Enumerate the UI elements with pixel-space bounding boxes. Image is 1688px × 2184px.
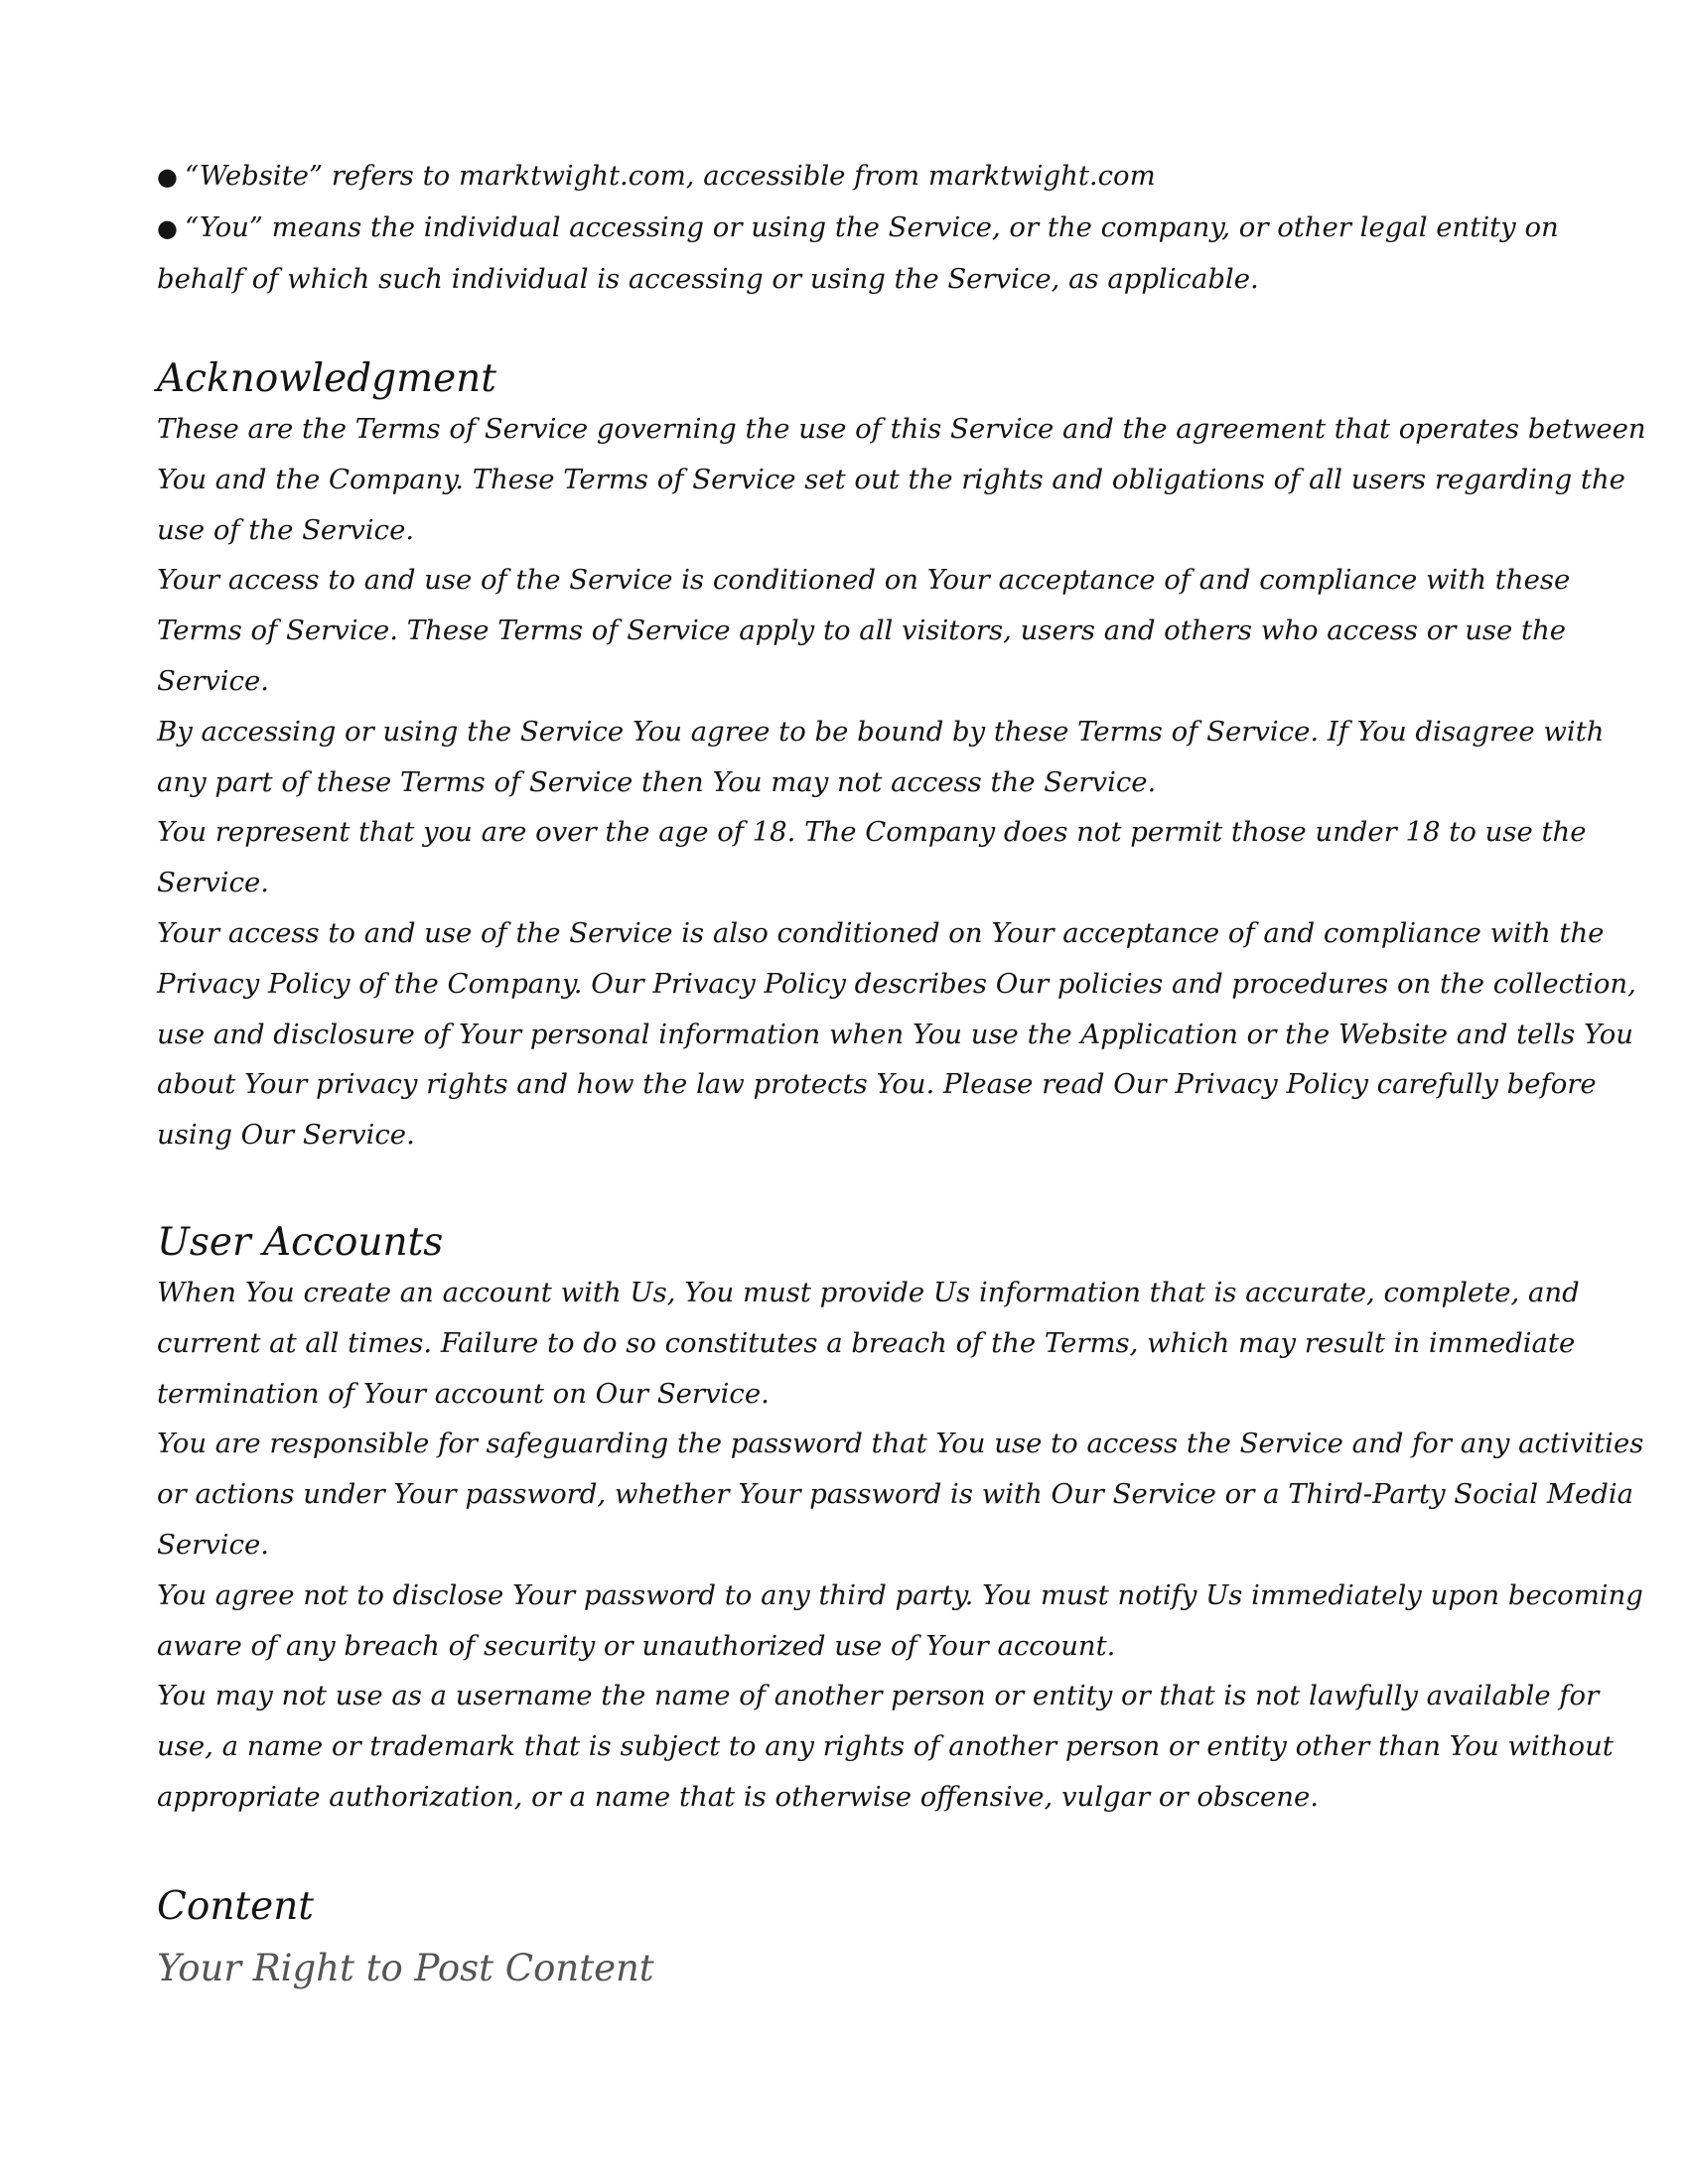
paragraph-line: Your access to and use of the Service is conditioned on Your acceptance of and compliance with these [157,564,1571,597]
user-accounts-heading: User Accounts [157,1220,444,1265]
content-subheading: Your Right to Post Content [157,1947,654,1989]
paragraph-line: Privacy Policy of the Company. Our Privacy Policy describes Our policies and procedures on the collection, [157,967,1636,1000]
bullet-icon: ● [157,163,178,191]
paragraph-line: current at all times. Failure to do so constitutes a breach of the Terms, which may result in immediate [157,1326,1576,1359]
paragraph-line: You agree not to disclose Your password to any third party. You must notify Us immediately upon becoming [157,1578,1643,1611]
acknowledgment-body [157,404,1646,1160]
paragraph-line: You are responsible for safeguarding the password that You use to access the Service and for any activities [157,1428,1644,1460]
paragraph-line: When You create an account with Us, You must provide Us information that is accurate, complete, and [157,1277,1580,1308]
user-accounts-section [157,1218,1644,1823]
paragraph-line: By accessing or using the Service You agree to be bound by these Terms of Service. If You disagree with [157,715,1605,748]
paragraph-line: Service. [157,664,270,697]
definitions-bullets [157,151,1559,304]
acknowledgment-section [157,354,1646,1160]
acknowledgment-heading: Acknowledgment [157,356,496,401]
paragraph-line: Your access to and use of the Service is also conditioned on Your acceptance of and compliance with the [157,916,1605,949]
content-section [157,1882,1487,1993]
bullet-icon: ● [157,213,178,242]
paragraph-line: or actions under Your password, whether Your password is with Our Service or a Third-Party Social Media [157,1478,1634,1511]
content-heading: Content [157,1884,314,1929]
paragraph-line: Terms of Service. These Terms of Service apply to all visitors, users and others who access or use the [157,614,1567,647]
paragraph-line: Service. [157,867,270,899]
paragraph-line: use and disclosure of Your personal information when You use the Application or the Website and tells You [157,1018,1634,1050]
paragraph-line: termination of Your account on Our Service. [157,1377,770,1410]
user-accounts-body [157,1268,1644,1823]
bullet-you: ● “You” means the individual accessing or using the Service, or the company, or other legal entity on [157,203,1487,254]
paragraph-line: You and the Company. These Terms of Service set out the rights and obligations of all users regarding the [157,463,1625,495]
bullet-you-continued: behalf of which such individual is accessing or using the Service, as applicable. [157,262,1259,295]
paragraph-line: You may not use as a username the name of another person or entity or that is not lawfully available for [157,1680,1600,1712]
paragraph-line: aware of any breach of security or unauthorized use of Your account. [157,1629,1116,1662]
paragraph-line: use of the Service. [157,513,415,546]
paragraph-line: appropriate authorization, or a name that is otherwise offensive, vulgar or obscene. [157,1780,1320,1813]
paragraph-line: Service. [157,1528,270,1561]
paragraph-line: any part of these Terms of Service then You may not access the Service. [157,765,1157,798]
paragraph-line: about Your privacy rights and how the law protects You. Please read Our Privacy Policy carefully before [157,1068,1597,1101]
paragraph-line: using Our Service. [157,1119,415,1152]
paragraph-line: You represent that you are over the age of 18. The Company does not permit those under 18 to use the [157,816,1587,849]
paragraph-line: use, a name or trademark that is subject to any rights of another person or entity other than You without [157,1730,1614,1763]
bullet-website: ● “Website” refers to marktwight.com, accessible from marktwight.com [157,151,1487,203]
paragraph-line: These are the Terms of Service governing the use of this Service and the agreement that operates between [157,413,1646,445]
